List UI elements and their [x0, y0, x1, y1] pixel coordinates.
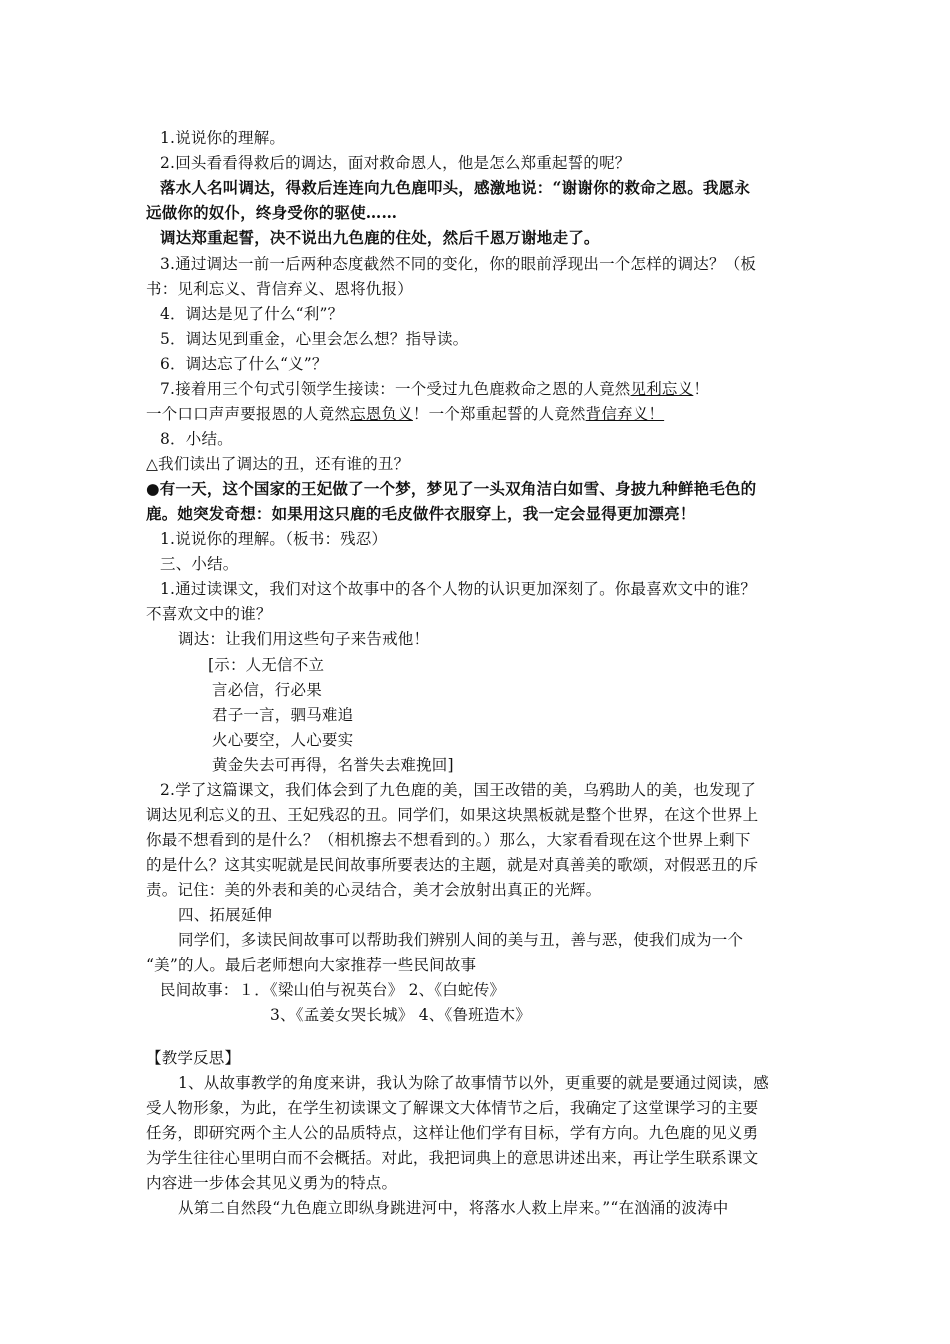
queen-paragraph-line-1: ●有一天，这个国家的王妃做了一个梦，梦见了一头双角洁白如雪、身披九种鲜艳毛色的: [146, 479, 757, 498]
underlined-term: 见利忘义: [630, 380, 694, 398]
question-1: 1.说说你的理解。: [160, 129, 286, 147]
reflection-line-4: 为学生往往心里明白而不会概括。对此，我把词典上的意思讲述出来，再让学生联系课文: [146, 1149, 759, 1167]
maxim-1: [示：人无信不立: [208, 656, 325, 674]
maxim-2: 言必信，行必果: [212, 681, 322, 699]
maxim-4: 火心要空，人心要实: [212, 731, 354, 749]
reflection-line-5: 内容进一步体会其见义勇为的特点。: [146, 1174, 398, 1192]
question-3-line-1: 3.通过调达一前一后两种态度截然不同的变化，你的眼前浮现出一个怎样的调达？（板: [160, 255, 757, 273]
question-2: 2.回头看看得救后的调达，面对救命恩人，他是怎么郑重起誓的呢？: [160, 154, 631, 172]
question-7-line-1: [160, 379, 709, 399]
question-5: 5．调达见到重金，心里会怎么想？指导读。: [160, 330, 469, 348]
summary-2-line-1: 2.学了这篇课文，我们体会到了九色鹿的美，国王改错的美，乌鸦助人的美，也发现了: [160, 781, 757, 799]
summary-2-line-3: 你最不想看到的是什么？（相机擦去不想看到的。）那么，大家看看现在这个世界上剩下: [146, 831, 751, 849]
quote-paragraph-line-1: 落水人名叫调达，得救后连连向九色鹿叩头，感激地说：“谢谢你的救命之恩。我愿永: [160, 178, 751, 197]
question-7-text: 一个口口声声要报恩的人竟然: [146, 405, 351, 423]
quote-paragraph-line-3: 调达郑重起誓，决不说出九色鹿的住处，然后千恩万谢地走了。: [160, 228, 600, 247]
queen-paragraph-line-2: 鹿。她突发奇想：如果用这只鹿的毛皮做件衣服穿上，我一定会显得更加漂亮！: [146, 504, 696, 523]
triangle-prompt: △我们读出了调达的丑，还有谁的丑？: [146, 455, 410, 473]
reflection-line-1: 1、从故事教学的角度来讲，我认为除了故事情节以外，更重要的就是要通过阅读，感: [178, 1074, 769, 1092]
summary-1-line-1: 1.通过读课文，我们对这个故事中的各个人物的认识更加深刻了。你最喜欢文中的谁？: [160, 580, 757, 598]
summary-2-line-2: 调达见利忘义的丑、王妃残忍的丑。同学们，如果这块黑板就是整个世界，在这个世界上: [146, 806, 759, 824]
summary-2-line-5: 责。记住：美的外表和美的心灵结合，美才会放射出真正的光辉。: [146, 881, 602, 899]
summary-1-line-2: 不喜欢文中的谁？: [146, 605, 272, 623]
maxim-3: 君子一言，驷马难追: [212, 706, 354, 724]
question-queen: 1.说说你的理解。（板书：残忍）: [160, 530, 388, 548]
summary-2-line-4: 的是什么？这其实呢就是民间故事所要表达的主题，就是对真善美的歌颂，对假恶丑的斥: [146, 856, 759, 874]
reflection-line-2: 受人物形象，为此，在学生初读课文了解课文大体情节之后，我确定了这堂课学习的主要: [146, 1099, 759, 1117]
reflection-line-6: 从第二自然段“九色鹿立即纵身跳进河中，将落水人救上岸来。”“在汹涌的波涛中: [178, 1199, 729, 1217]
reflection-line-3: 任务，即研究两个主人公的品质特点，这样让他们学有目标，学有方向。九色鹿的见义勇: [146, 1124, 759, 1142]
question-7-text: ！一个郑重起誓的人竟然: [412, 405, 586, 423]
tiaoda-caption: 调达：让我们用这些句子来告戒他！: [178, 630, 430, 648]
section-heading-3: 三、小结。: [160, 555, 239, 573]
maxim-5: 黄金失去可再得，名誉失去难挽回]: [212, 756, 454, 774]
section-heading-4: 四、拓展延伸: [178, 906, 273, 924]
story-list-line-2: 3、《孟姜女哭长城》 4、《鲁班造木》: [270, 1006, 531, 1024]
reflection-heading: 【教学反思】: [146, 1049, 241, 1067]
underlined-term: 忘恩负义: [350, 405, 413, 423]
story-list-line-1: 民间故事：１．《梁山伯与祝英台》 2、《白蛇传》: [160, 981, 506, 999]
question-7-line-2: [146, 404, 664, 424]
question-6: 6．调达忘了什么“义”？: [160, 355, 328, 373]
question-7-text: 7.接着用三个句式引领学生接读：一个受过九色鹿救命之恩的人竟然: [160, 380, 631, 398]
question-3-line-2: 书：见利忘义、背信弃义、恩将仇报）: [146, 280, 413, 298]
quote-paragraph-line-2: 远做你的奴仆，终身受你的驱使……: [146, 203, 398, 222]
extension-line-1: 同学们，多读民间故事可以帮助我们辨别人间的美与丑，善与恶，使我们成为一个: [178, 931, 744, 949]
punctuation: ！: [693, 380, 710, 398]
summary-8: 8．小结。: [160, 430, 233, 448]
extension-line-2: “美”的人。最后老师想向大家推荐一些民间故事: [146, 956, 477, 974]
question-4: 4．调达是见了什么“利”？: [160, 305, 344, 323]
underlined-term: 背信弃义！: [585, 405, 665, 423]
